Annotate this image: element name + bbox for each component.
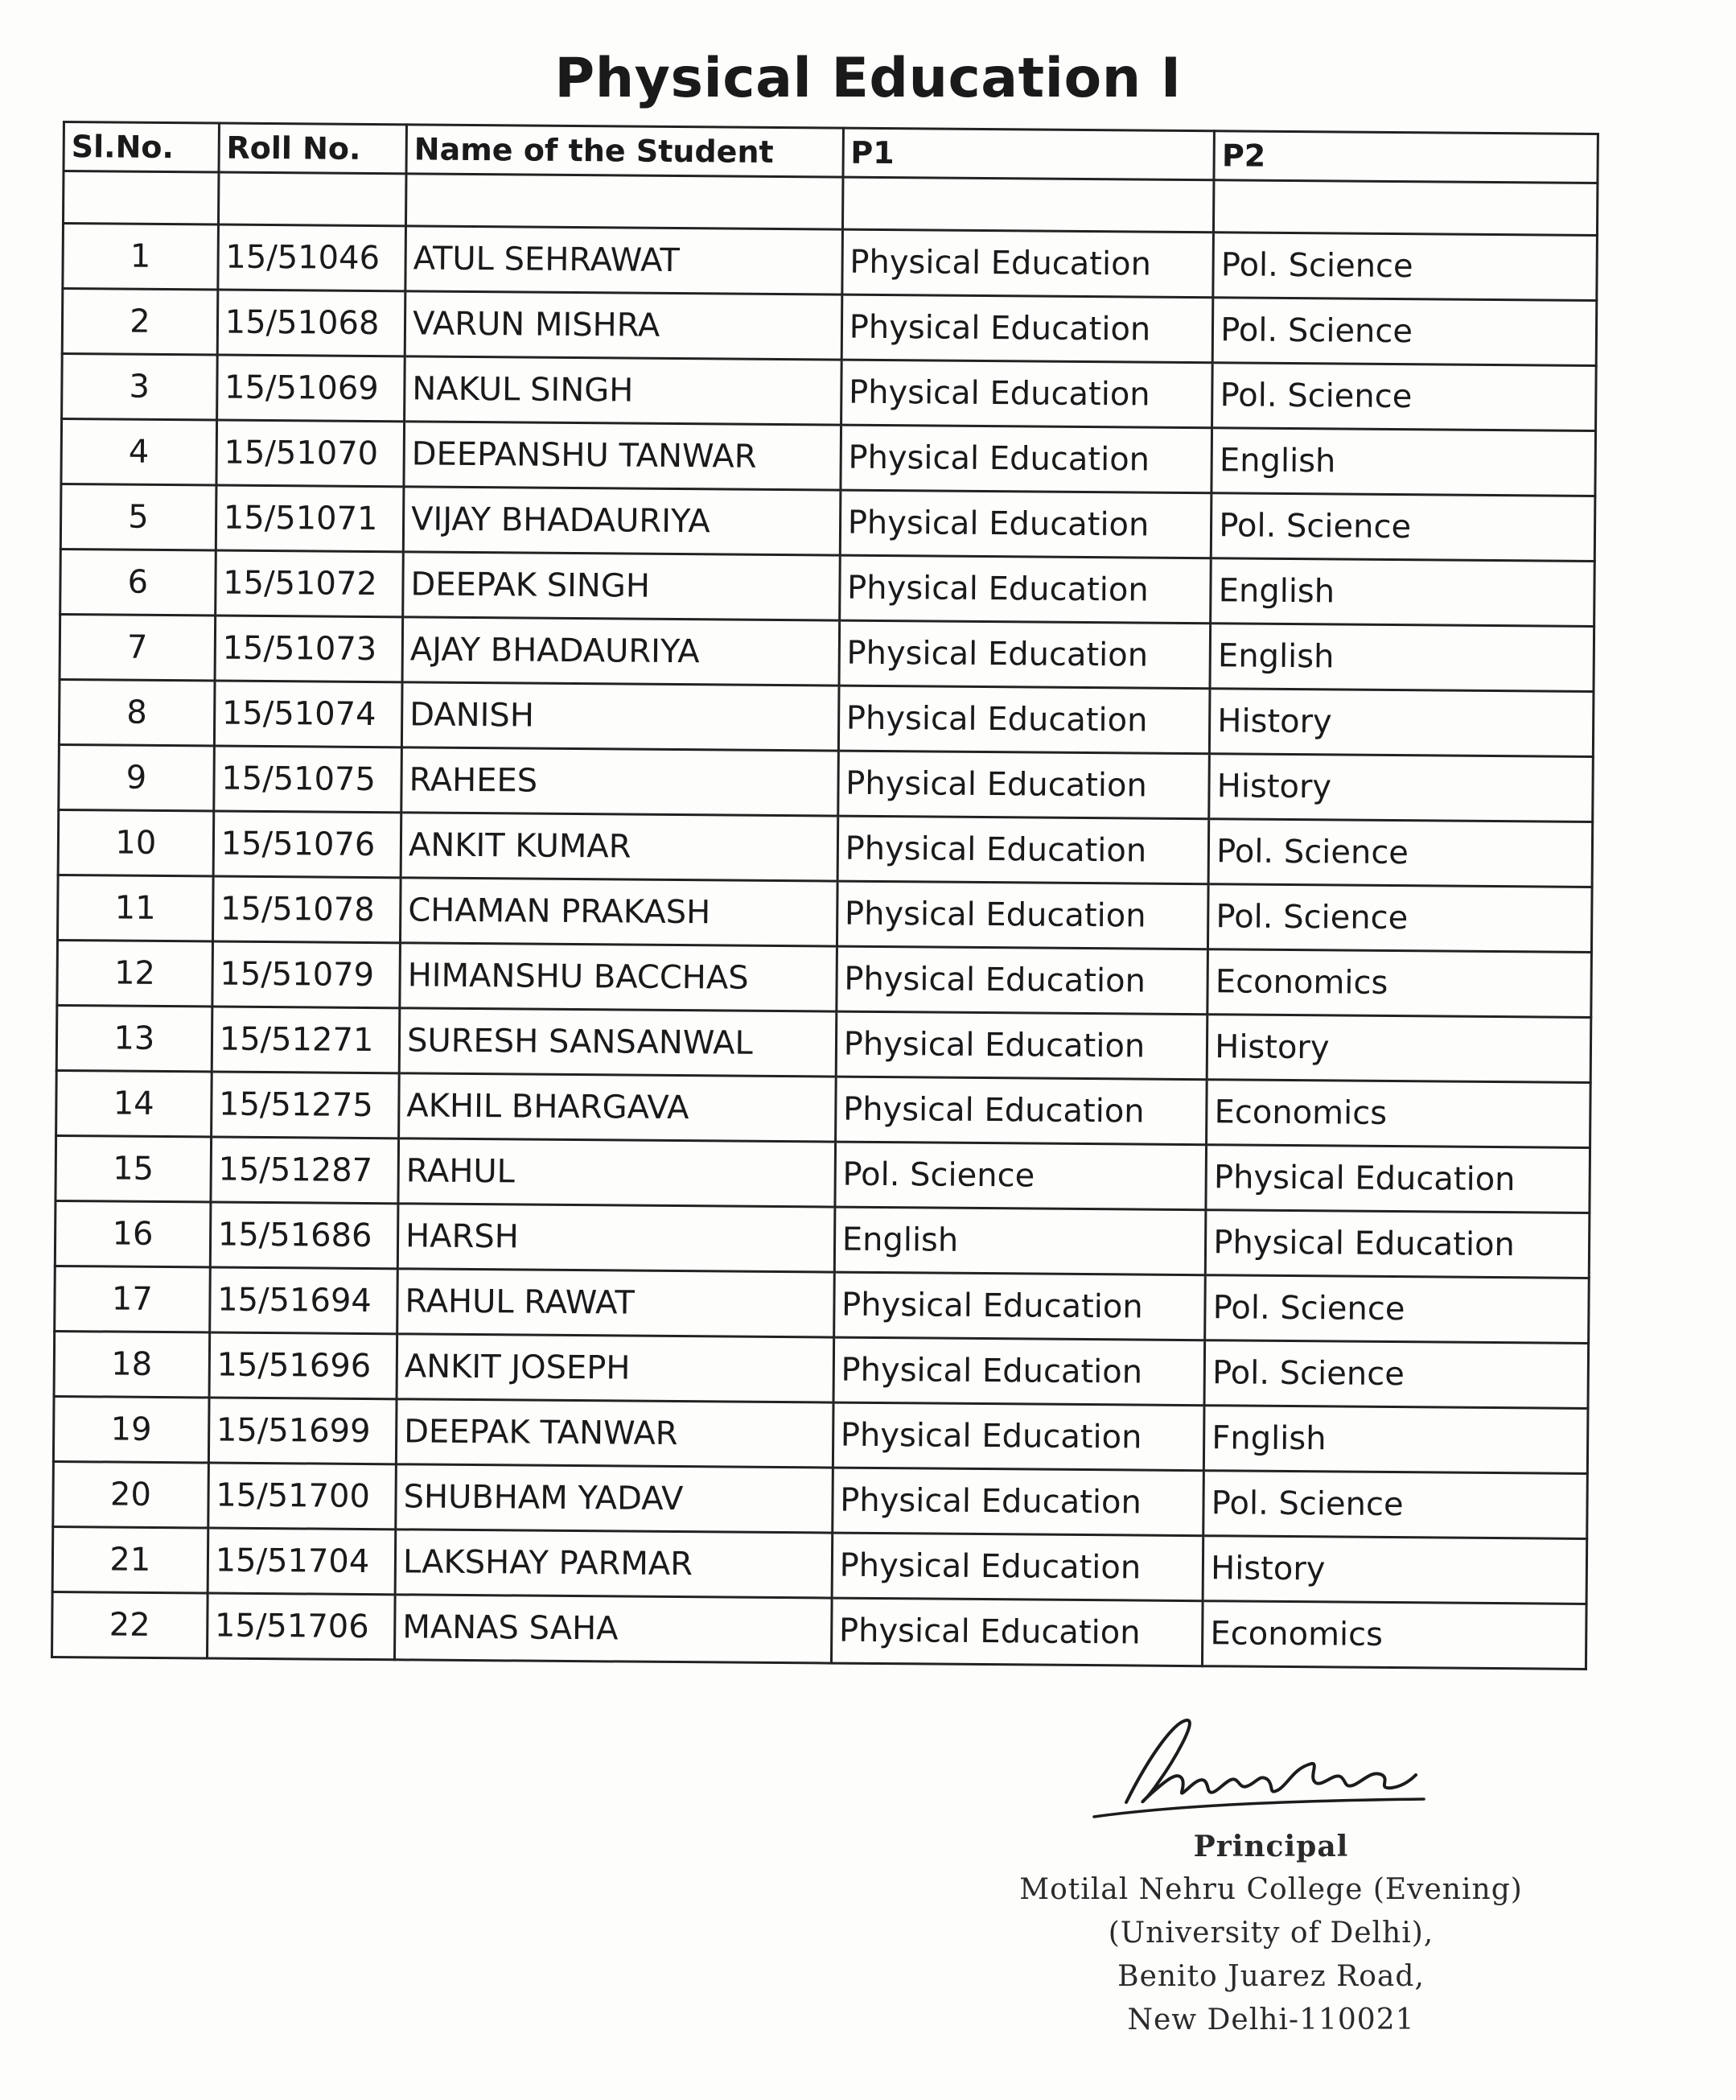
table-body <box>52 171 1598 1670</box>
cell-student-name: ANKIT JOSEPH <box>397 1334 833 1402</box>
cell-p2-subject: Pol. Science <box>1203 1471 1587 1539</box>
cell-p1-subject: Physical Education <box>832 1533 1203 1601</box>
empty-cell <box>406 174 843 229</box>
cell-sl-no: 7 <box>60 614 215 681</box>
empty-cell <box>842 177 1214 233</box>
cell-sl-no: 11 <box>58 875 213 941</box>
cell-p1-subject: Physical Education <box>833 1337 1205 1406</box>
cell-student-name: ANKIT KUMAR <box>401 813 837 881</box>
cell-p1-subject: Physical Education <box>841 360 1212 428</box>
cell-sl-no: 17 <box>55 1266 210 1332</box>
cell-p1-subject: Physical Education <box>837 946 1208 1015</box>
cell-p1-subject: Pol. Science <box>835 1142 1207 1210</box>
cell-sl-no: 2 <box>62 289 217 356</box>
cell-roll-no: 15/51700 <box>208 1463 396 1530</box>
cell-roll-no: 15/51070 <box>216 420 405 487</box>
cell-roll-no: 15/51046 <box>218 224 406 291</box>
table-row <box>59 679 1594 756</box>
cell-student-name: RAHUL <box>398 1139 835 1207</box>
cell-p2-subject: History <box>1203 1536 1586 1604</box>
table-row <box>60 549 1595 626</box>
cell-p2-subject: Pol. Science <box>1212 298 1596 366</box>
cell-p1-subject: Physical Education <box>833 1402 1204 1471</box>
table-row <box>55 1200 1590 1278</box>
cell-p1-subject: Physical Education <box>838 686 1210 754</box>
cell-roll-no: 15/51699 <box>208 1398 397 1464</box>
cell-student-name: HIMANSHU BACCHAS <box>400 943 837 1011</box>
header-student-name: Name of the Student <box>406 125 843 177</box>
handwritten-signature <box>1078 1706 1432 1826</box>
empty-cell <box>218 172 406 226</box>
empty-cell <box>1214 180 1598 236</box>
cell-p1-subject: Physical Education <box>841 294 1213 363</box>
table-row <box>60 484 1595 561</box>
cell-p1-subject: Physical Education <box>837 751 1209 819</box>
cell-student-name: LAKSHAY PARMAR <box>395 1530 832 1598</box>
cell-roll-no: 15/51704 <box>208 1528 396 1595</box>
cell-sl-no: 12 <box>57 940 212 1007</box>
cell-sl-no: 22 <box>52 1591 208 1658</box>
cell-student-name: CHAMAN PRAKASH <box>401 878 837 946</box>
cell-p1-subject: Physical Education <box>833 1272 1205 1340</box>
cell-roll-no: 15/51079 <box>212 941 401 1008</box>
cell-student-name: DEEPAK TANWAR <box>396 1399 833 1468</box>
cell-p1-subject: Physical Education <box>832 1468 1203 1536</box>
cell-roll-no: 15/51694 <box>209 1267 397 1334</box>
table-row <box>56 1005 1591 1082</box>
cell-p2-subject: Fnglish <box>1204 1406 1588 1474</box>
cell-student-name: VARUN MISHRA <box>405 291 841 360</box>
cell-p2-subject: History <box>1210 689 1594 757</box>
table-row <box>55 1266 1590 1343</box>
cell-p2-subject: Pol. Science <box>1208 819 1592 887</box>
cell-p1-subject: Physical Education <box>840 490 1211 558</box>
header-p2: P2 <box>1214 131 1598 183</box>
table-row <box>59 744 1594 821</box>
college-stamp <box>1014 1825 1528 2042</box>
cell-p1-subject: Physical Education <box>839 555 1211 624</box>
cell-sl-no: 9 <box>59 744 214 811</box>
cell-roll-no: 15/51706 <box>207 1593 395 1660</box>
cell-sl-no: 16 <box>55 1200 210 1267</box>
cell-student-name: RAHUL RAWAT <box>397 1269 834 1337</box>
cell-student-name: NAKUL SINGH <box>405 356 841 425</box>
table-row <box>52 1591 1587 1669</box>
header-roll-no: Roll No. <box>219 123 407 174</box>
cell-p1-subject: Physical Education <box>842 229 1214 298</box>
table-row <box>63 224 1598 301</box>
header-sl-no: Sl.No. <box>64 122 219 173</box>
cell-sl-no: 18 <box>54 1331 209 1398</box>
empty-cell <box>63 171 218 225</box>
cell-student-name: AJAY BHADAURIYA <box>402 617 839 686</box>
cell-p1-subject: Physical Education <box>836 1011 1207 1080</box>
cell-roll-no: 15/51075 <box>213 746 401 813</box>
cell-roll-no: 15/51271 <box>212 1007 400 1073</box>
cell-p1-subject: Physical Education <box>839 620 1211 689</box>
student-table <box>51 121 1599 1670</box>
cell-student-name: DEEPANSHU TANWAR <box>404 422 841 490</box>
cell-roll-no: 15/51078 <box>212 876 401 943</box>
cell-sl-no: 1 <box>63 224 218 290</box>
cell-student-name: DANISH <box>401 682 838 751</box>
cell-p2-subject: Economics <box>1203 1601 1586 1670</box>
table-row <box>54 1331 1589 1408</box>
cell-p2-subject: English <box>1210 624 1594 692</box>
cell-p2-subject: Pol. Science <box>1208 884 1592 953</box>
table-row <box>60 614 1594 691</box>
cell-p2-subject: Pol. Science <box>1204 1340 1588 1409</box>
cell-student-name: ATUL SEHRAWAT <box>405 226 842 294</box>
header-p1: P1 <box>843 128 1215 180</box>
table-row <box>52 1526 1587 1604</box>
cell-student-name: MANAS SAHA <box>395 1595 832 1663</box>
cell-student-name: HARSH <box>397 1204 834 1272</box>
cell-p2-subject: History <box>1209 754 1593 822</box>
cell-p2-subject: Economics <box>1207 949 1591 1018</box>
cell-roll-no: 15/51068 <box>217 290 405 356</box>
cell-p2-subject: History <box>1207 1015 1590 1083</box>
cell-sl-no: 20 <box>53 1461 208 1528</box>
cell-student-name: SHUBHAM YADAV <box>396 1464 833 1533</box>
cell-sl-no: 14 <box>56 1070 212 1137</box>
table-row <box>53 1461 1588 1538</box>
table-row <box>58 809 1593 887</box>
cell-sl-no: 3 <box>62 354 217 421</box>
stamp-college-name: Motilal Nehru College (Evening) <box>1019 1873 1523 1906</box>
cell-student-name: SURESH SANSANWAL <box>399 1008 836 1077</box>
cell-p1-subject: Physical Education <box>837 881 1208 949</box>
cell-student-name: VIJAY BHADAURIYA <box>403 487 840 555</box>
cell-roll-no: 15/51074 <box>214 681 402 747</box>
cell-sl-no: 19 <box>53 1396 208 1463</box>
cell-roll-no: 15/51071 <box>216 485 404 552</box>
table-row <box>56 1135 1590 1213</box>
cell-student-name: AKHIL BHARGAVA <box>399 1073 836 1142</box>
cell-sl-no: 10 <box>58 809 213 876</box>
table-row <box>61 419 1596 496</box>
table-row <box>57 940 1592 1017</box>
cell-p2-subject: Pol. Science <box>1205 1275 1589 1344</box>
cell-p2-subject: Economics <box>1207 1080 1590 1148</box>
cell-roll-no: 15/51069 <box>216 355 405 422</box>
table-row <box>62 289 1597 366</box>
cell-sl-no: 4 <box>61 419 216 486</box>
cell-sl-no: 15 <box>56 1135 211 1202</box>
cell-roll-no: 15/51275 <box>211 1072 399 1139</box>
cell-p1-subject: Physical Education <box>835 1077 1207 1145</box>
cell-student-name: DEEPAK SINGH <box>403 552 840 620</box>
cell-p2-subject: Pol. Science <box>1212 363 1596 431</box>
cell-roll-no: 15/51696 <box>209 1332 397 1399</box>
cell-p2-subject: English <box>1211 428 1595 496</box>
stamp-university: (University of Delhi), <box>1108 1917 1434 1950</box>
cell-p1-subject: English <box>834 1207 1206 1275</box>
cell-sl-no: 6 <box>60 549 216 616</box>
cell-p1-subject: Physical Education <box>841 425 1212 493</box>
cell-p2-subject: Pol. Science <box>1213 233 1597 301</box>
cell-student-name: RAHEES <box>401 747 838 816</box>
table-row <box>58 875 1593 952</box>
cell-p2-subject: Physical Education <box>1205 1210 1589 1279</box>
cell-sl-no: 5 <box>60 484 216 550</box>
cell-roll-no: 15/51287 <box>211 1137 399 1204</box>
table-row <box>56 1070 1591 1147</box>
cell-roll-no: 15/51073 <box>215 616 403 682</box>
stamp-road: Benito Juarez Road, <box>1117 1960 1425 1993</box>
stamp-city: New Delhi-110021 <box>1127 2003 1415 2036</box>
cell-p1-subject: Physical Education <box>837 816 1209 884</box>
cell-sl-no: 8 <box>59 679 214 746</box>
principal-signature-block <box>1014 1706 1528 2076</box>
page-title: Physical Education I <box>554 47 1182 110</box>
table-row <box>62 354 1597 431</box>
table-row <box>53 1396 1588 1473</box>
cell-roll-no: 15/51072 <box>215 550 403 617</box>
cell-roll-no: 15/51686 <box>210 1202 398 1269</box>
cell-p2-subject: Physical Education <box>1206 1145 1590 1213</box>
cell-sl-no: 13 <box>56 1005 212 1072</box>
stamp-designation: Principal <box>1193 1830 1349 1863</box>
cell-p1-subject: Physical Education <box>831 1598 1203 1666</box>
cell-sl-no: 21 <box>52 1526 208 1593</box>
student-table-wrapper <box>51 121 1599 1670</box>
cell-p2-subject: Pol. Science <box>1211 493 1594 562</box>
cell-roll-no: 15/51076 <box>213 811 401 878</box>
cell-p2-subject: English <box>1211 558 1594 627</box>
